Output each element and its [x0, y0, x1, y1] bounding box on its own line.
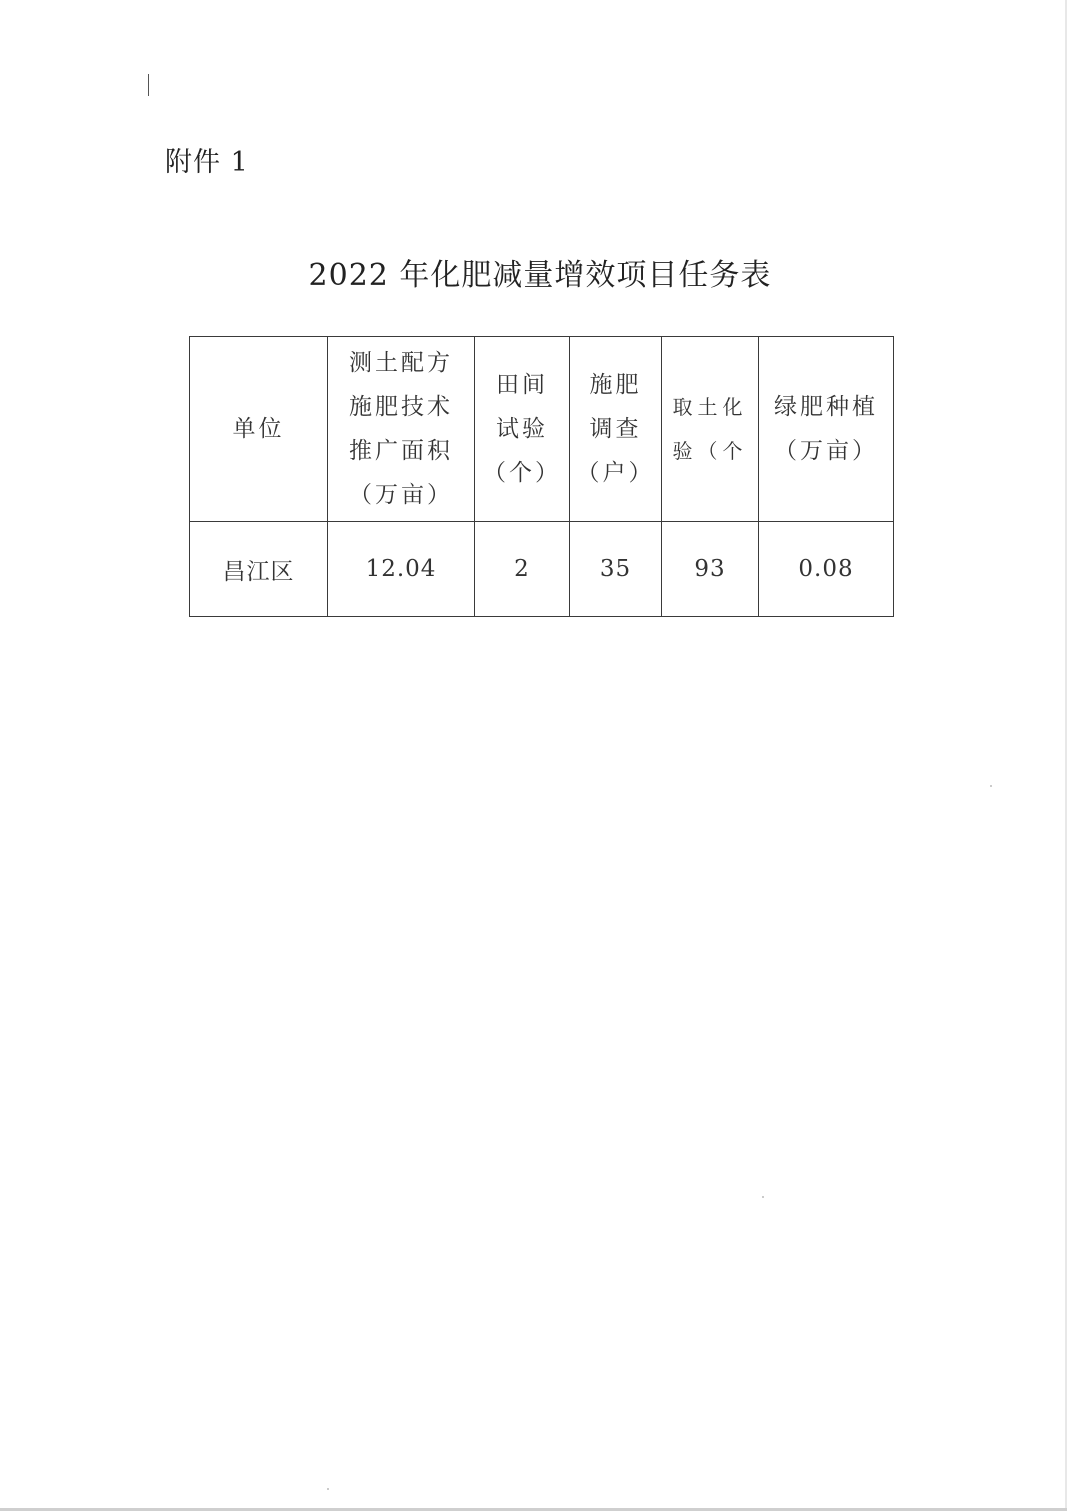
- header-line: 施肥技术: [349, 394, 453, 420]
- task-table: [189, 336, 894, 617]
- attachment-label: 附件 1: [165, 147, 249, 178]
- header-cell-soil-samples: [662, 337, 759, 522]
- header-line: 推广面积: [349, 438, 453, 464]
- text-cursor-mark: [148, 74, 149, 96]
- header-line: （万亩）: [349, 482, 453, 508]
- scan-speck: [990, 785, 992, 787]
- cell-soil-testing-area: 12.04: [328, 522, 475, 617]
- cell-fertilizer-survey: 35: [570, 522, 662, 617]
- header-line: （万亩）: [774, 438, 878, 464]
- header-line: 试验: [496, 416, 548, 442]
- header-line: 施肥: [589, 372, 642, 398]
- header-cell-unit: [190, 337, 328, 522]
- scan-speck: [762, 1196, 764, 1198]
- header-line: 田间: [496, 372, 548, 398]
- header-line: 测土配方: [349, 350, 453, 376]
- header-line: （户）: [576, 460, 655, 486]
- document-title: 2022 年化肥减量增效项目任务表: [308, 258, 772, 293]
- header-cell-soil-testing-area: [328, 337, 475, 522]
- scan-speck: [327, 1488, 329, 1490]
- header-line: 取土化: [672, 395, 748, 419]
- header-line: （个）: [483, 460, 561, 486]
- cell-soil-samples: 93: [662, 522, 759, 617]
- cell-green-manure: 0.08: [759, 522, 894, 617]
- header-line: 绿肥种植: [774, 394, 878, 420]
- table-row: [190, 522, 894, 617]
- header-cell-green-manure: [759, 337, 894, 522]
- header-line: 验（个: [672, 439, 748, 463]
- header-cell-fertilizer-survey: [570, 337, 662, 522]
- cell-unit: 昌江区: [190, 522, 328, 617]
- table-header-row: [190, 337, 894, 522]
- cell-field-trials: 2: [475, 522, 570, 617]
- header-cell-field-trials: [475, 337, 570, 522]
- header-line: 调查: [589, 416, 642, 442]
- header-line: 单位: [232, 416, 285, 442]
